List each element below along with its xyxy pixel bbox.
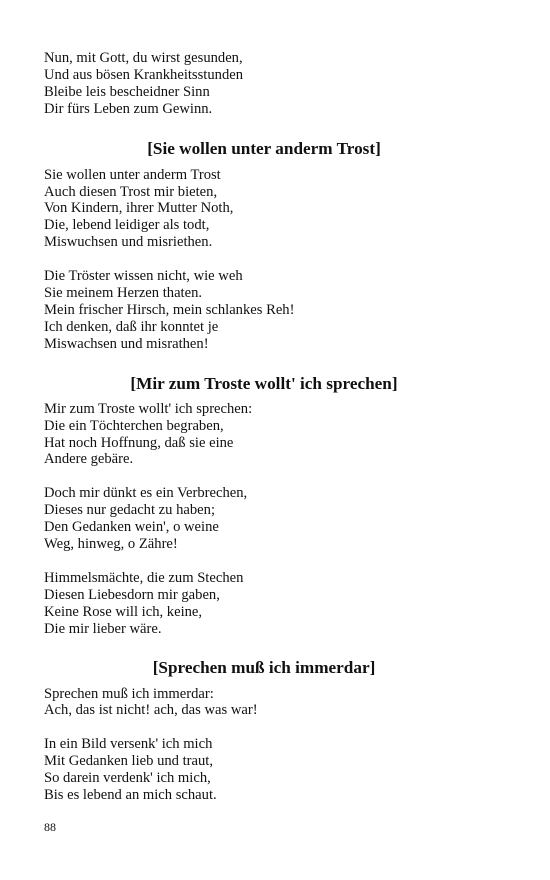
verse-line: Den Gedanken wein', o weine [44, 519, 219, 536]
poem-title: [Sie wollen unter anderm Trost] [147, 138, 381, 158]
verse-line: Von Kindern, ihrer Mutter Noth, [44, 200, 234, 217]
verse-line: Und aus bösen Krankheitsstunden [44, 66, 244, 83]
verse-line: Dieses nur gedacht zu haben; [44, 502, 216, 519]
verse-line: Miswachsen und misrathen! [44, 335, 209, 352]
verse-line: Mit Gedanken lieb und traut, [44, 753, 214, 770]
poem-title: [Mir zum Troste wollt' ich sprechen] [130, 373, 398, 393]
verse-line: Mir zum Troste wollt' ich sprechen: [44, 400, 253, 417]
stanza [44, 167, 484, 252]
stanza [44, 736, 484, 804]
verse-line: Auch diesen Trost mir bieten, [44, 183, 218, 200]
verse-line: Die mir lieber wäre. [44, 620, 162, 637]
verse-line: Nun, mit Gott, du wirst gesunden, [44, 50, 243, 66]
verse-line: Bis es lebend an mich schaut. [44, 787, 217, 804]
verse-line: Die, lebend leidiger als todt, [44, 217, 210, 234]
verse-line: In ein Bild versenk' ich mich [44, 736, 213, 753]
verse-line: Weg, hinweg, o Zähre! [44, 536, 178, 553]
stanza [44, 686, 484, 720]
stanza [44, 50, 484, 118]
poem-title: [Sprechen muß ich immerdar] [152, 657, 376, 677]
stanza-gap [44, 719, 484, 736]
verse-line: Andere gebäre. [44, 451, 134, 468]
verse-line: Diesen Liebesdorn mir gaben, [44, 586, 220, 603]
stanza-gap [44, 553, 484, 570]
verse-line: Ach, das ist nicht! ach, das was war! [44, 702, 258, 719]
verse-line: Die ein Töchterchen begraben, [44, 417, 224, 434]
stanza-gap [44, 468, 484, 485]
verse-line: Hat noch Hoffnung, daß sie eine [44, 434, 234, 451]
verse-line: Sie meinem Herzen thaten. [44, 285, 203, 302]
verse-line: Keine Rose will ich, keine, [44, 603, 203, 620]
stanza [44, 485, 484, 553]
verse-line: Die Tröster wissen nicht, wie weh [44, 268, 243, 285]
verse-line: Ich denken, daß ihr konntet je [44, 318, 219, 335]
stanza-gap [44, 251, 484, 268]
verse-line: Doch mir dünkt es ein Verbrechen, [44, 485, 248, 502]
stanza [44, 570, 484, 638]
verse-line: Miswuchsen und misriethen. [44, 234, 213, 251]
verse-line: Sie wollen unter anderm Trost [44, 166, 221, 183]
verse-line: So darein verdenk' ich mich, [44, 770, 211, 787]
verse-line: Himmelsmächte, die zum Stechen [44, 569, 244, 586]
verse-line: Mein frischer Hirsch, mein schlankes Reh! [44, 301, 295, 318]
stanza [44, 401, 484, 469]
book-page [44, 50, 484, 804]
verse-line: Dir fürs Leben zum Gewinn. [44, 100, 213, 117]
page-number: 88 [44, 820, 56, 834]
verse-line: Sprechen muß ich immerdar: [44, 685, 214, 702]
verse-line: Bleibe leis bescheidner Sinn [44, 83, 210, 100]
stanza [44, 268, 484, 353]
